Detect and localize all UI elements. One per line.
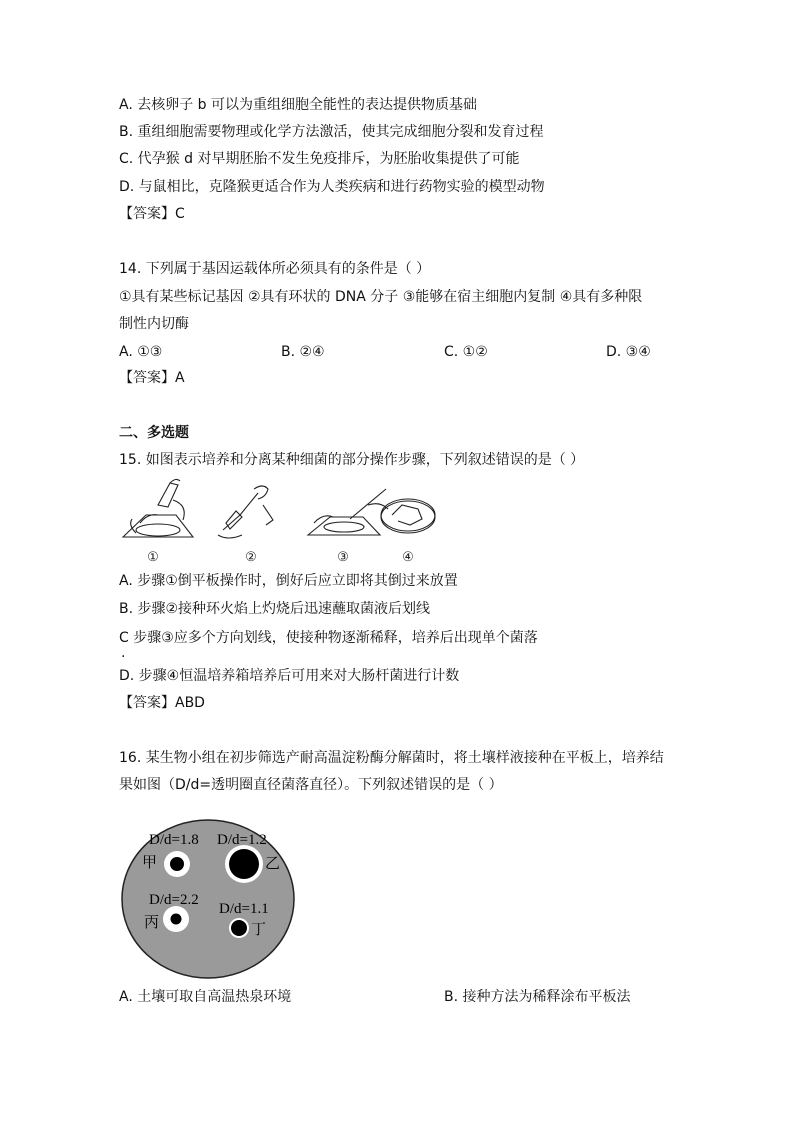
q13-option-b: B. 重组细胞需要物理或化学方法激活，使其完成细胞分裂和发育过程 [119,124,544,140]
colony-jia [170,857,184,871]
q15-option-d: D. 步骤④恒温培养箱培养后可用来对大肠杆菌进行计数 [119,668,460,684]
stray-dot: . [121,645,126,661]
q15-option-c: C 步骤③应多个方向划线，使接种物逐渐稀释，培养后出现单个菌落 [119,630,538,646]
q14-option-a: A. ①③ [119,344,163,360]
q16-petri-dish-figure [120,819,296,980]
step2-flame-loop-drawing [218,486,273,538]
label-bing: 丙 [144,915,160,931]
q13-option-c: C. 代孕猴 d 对早期胚胎不发生免疫排斥，为胚胎收集提供了可能 [119,151,520,167]
label-ding: 丁 [251,922,267,938]
colony-yi [229,849,259,879]
q16-stem-line2: 果如图（D/d=透明圈直径菌落直径）。下列叙述错误的是（ ） [119,777,503,793]
ratio-bing: D/d=2.2 [149,892,199,908]
section-title: 二、多选题 [119,425,189,441]
ratio-jia: D/d=1.8 [149,832,199,848]
step4-streaked-plate-drawing [381,499,435,533]
colony-ding [231,920,247,936]
q16-option-b: B. 接种方法为稀释涂布平板法 [444,989,631,1005]
q16-stem-line1: 16. 某生物小组在初步筛选产耐高温淀粉酶分解菌时，将土壤样液接种在平板上，培养结 [119,750,664,766]
label-yi: 乙 [265,856,281,872]
q16-option-a: A. 土壤可取自高温热泉环境 [119,989,292,1005]
q14-option-b: B. ②④ [281,344,325,360]
q15-answer: 【答案】ABD [119,695,205,711]
q15-procedure-figure [118,475,438,567]
q13-answer: 【答案】C [119,206,185,222]
q14-stem: 14. 下列属于基因运载体所必须具有的条件是（ ） [119,261,431,277]
q15-stem: 15. 如图表示培养和分离某种细菌的部分操作步骤，下列叙述错误的是（ ） [119,452,585,468]
step-label-2: ② [245,549,257,564]
q14-answer: 【答案】A [119,370,185,386]
q14-option-d: D. ③④ [606,344,651,360]
q14-conditions-line2: 制性内切酶 [119,316,189,332]
step-label-1: ① [147,549,159,564]
colony-bing [171,914,182,925]
q15-option-b: B. 步骤②接种环火焰上灼烧后迅速蘸取菌液后划线 [119,601,431,617]
label-jia: 甲 [142,855,158,871]
q14-option-c: C. ①② [444,344,488,360]
ratio-ding: D/d=1.1 [219,901,269,917]
ratio-yi: D/d=1.2 [217,832,267,848]
petri-dish [122,820,294,978]
step3-streak-drawing [308,489,388,535]
q15-option-a: A. 步骤①倒平板操作时，倒好后应立即将其倒过来放置 [119,573,458,589]
q13-option-d: D. 与鼠相比，克隆猴更适合作为人类疾病和进行药物实验的模型动物 [119,179,545,195]
step1-pour-plate-drawing [123,479,193,537]
step-label-4: ④ [402,549,414,564]
q14-conditions-line1: ①具有某些标记基因 ②具有环状的 DNA 分子 ③能够在宿主细胞内复制 ④具有多种限 [119,289,643,305]
step-label-3: ③ [337,549,349,564]
q13-option-a: A. 去核卵子 b 可以为重组细胞全能性的表达提供物质基础 [119,97,478,113]
